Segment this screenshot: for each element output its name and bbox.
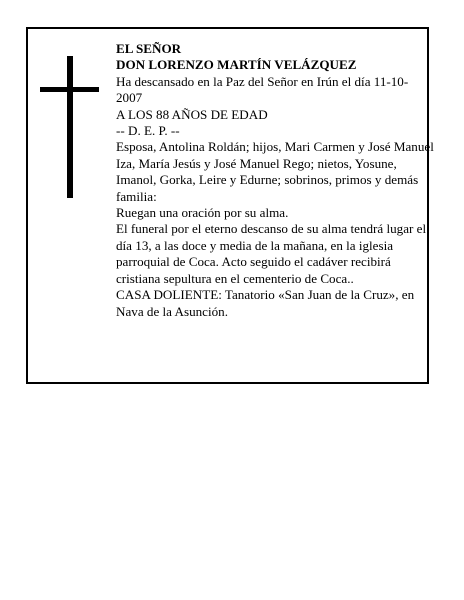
family-list: Esposa, Antolina Roldán; hijos, Mari Carmen y José Manuel Iza, María Jesús y José Manuel Rego; nietos, Yosune, Imanol, Gorka, Leire y Edurne; sobrinos, primos y demás familia: — [116, 139, 434, 204]
cross-horizontal-bar — [40, 87, 99, 92]
cross-vertical-bar — [67, 56, 73, 198]
obituary-notice — [26, 27, 434, 384]
cross-icon — [28, 29, 108, 229]
rested-statement: Ha descansado en la Paz del Señor en Irún el día 11-10-2007 — [116, 73, 409, 106]
prayer-request: Ruegan una oración por su alma. — [116, 205, 289, 221]
notice-title-line1: EL SEÑOR — [116, 41, 182, 56]
deceased-name: DON LORENZO MARTÍN VELÁZQUEZ — [116, 57, 357, 73]
notice-text — [116, 41, 434, 320]
mourning-house: CASA DOLIENTE: Tanatorio «San Juan de la Cruz», en Nava de la Asunción. — [116, 287, 415, 319]
funeral-details: El funeral por el eterno descanso de su alma tendrá lugar el día 13, a las doce y media de la mañana, en la iglesia parroquial de Coca. Acto seguido el cadáver recibirá cristiana sepultura en el cementerio de Coca.. — [116, 221, 427, 286]
age-statement: A LOS 88 AÑOS DE EDAD — [116, 106, 268, 122]
rip-line: -- D. E. P. -- — [116, 123, 180, 139]
